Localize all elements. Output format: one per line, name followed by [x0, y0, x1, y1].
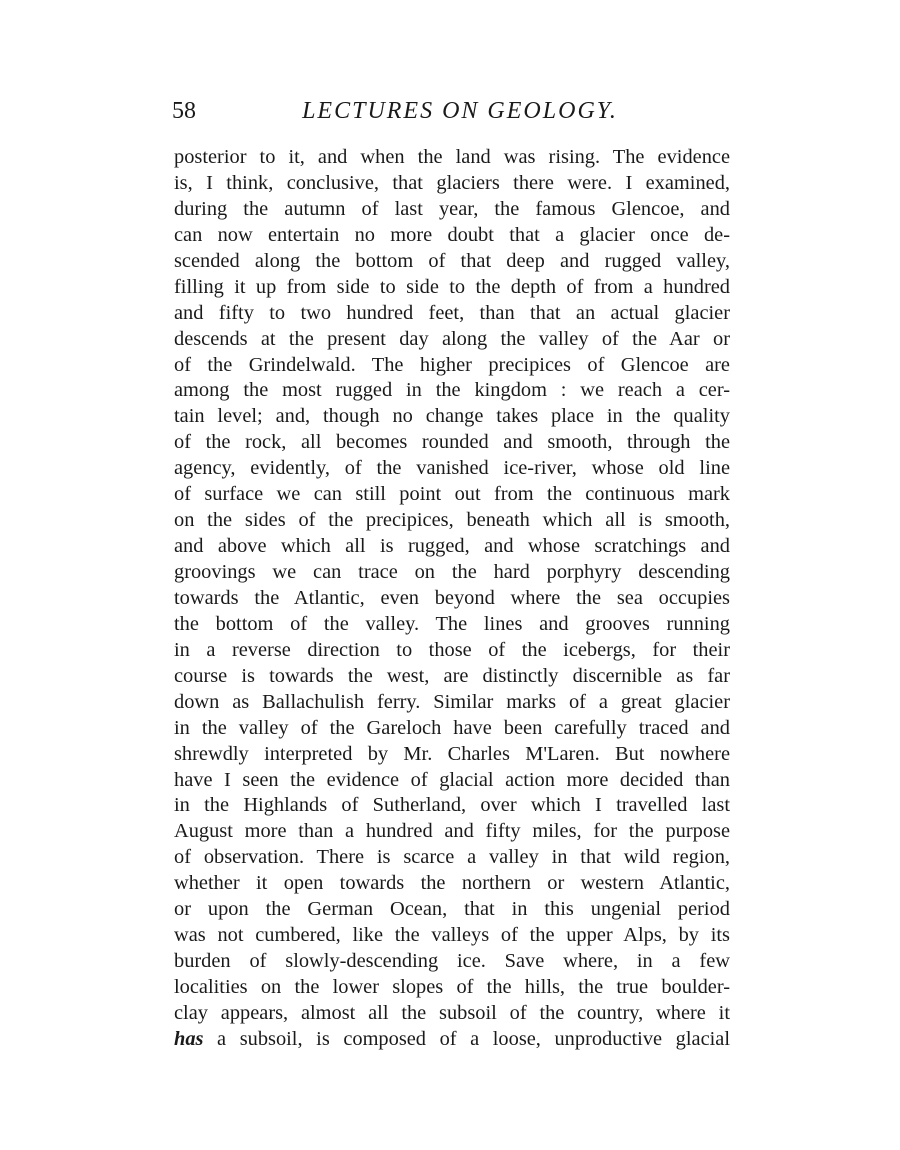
- text-line: is, I think, conclusive, that glaciers there were. I examined,: [174, 171, 730, 194]
- text-line: during the autumn of last year, the famous Glencoe, and: [174, 197, 730, 220]
- text-line: clay appears, almost all the subsoil of the country, where it: [174, 1001, 730, 1024]
- text-line: of the rock, all becomes rounded and smooth, through the: [174, 431, 730, 454]
- text-line: of the Grindelwald. The higher precipices of Glencoe are: [174, 353, 730, 376]
- text-line: and fifty to two hundred feet, than that an actual glacier: [174, 301, 730, 324]
- text-line: of surface we can still point out from the continuous mark: [174, 483, 730, 506]
- text-line: the bottom of the valley. The lines and grooves running: [174, 612, 730, 635]
- text-line: groovings we can trace on the hard porphyry descending: [174, 561, 730, 583]
- text-line: whether it open towards the northern or western Atlantic,: [174, 872, 730, 895]
- page-header: [172, 96, 728, 130]
- text-line: towards the Atlantic, even beyond where the sea occupies: [174, 586, 730, 609]
- text-line: localities on the lower slopes of the hills, the true boulder-: [174, 976, 730, 998]
- text-line: can now entertain no more doubt that a glacier once de-: [174, 223, 730, 246]
- text-line: agency, evidently, of the vanished ice-river, whose old line: [174, 457, 730, 480]
- text-line: of observation. There is scarce a valley in that wild region,: [174, 846, 730, 869]
- text-line: in the valley of the Gareloch have been carefully traced and: [174, 716, 730, 739]
- text-line: course is towards the west, are distinctly discernible as far: [174, 664, 730, 687]
- last-line-rest: a subsoil, is composed of a loose, unproductive glacial: [203, 1027, 730, 1050]
- text-line: tain level; and, though no change takes place in the quality: [174, 405, 730, 428]
- text-line: down as Ballachulish ferry. Similar marks of a great glacier: [174, 690, 730, 713]
- text-line: among the most rugged in the kingdom : we reach a cer-: [174, 379, 730, 402]
- text-line: filling it up from side to side to the depth of from a hundred: [174, 275, 730, 298]
- text-line: August more than a hundred and fifty miles, for the purpose: [174, 820, 730, 843]
- text-line: burden of slowly-descending ice. Save where, in a few: [174, 950, 730, 973]
- page-number: 58: [172, 98, 196, 124]
- text-line-last: [174, 1027, 730, 1053]
- italic-word: has: [174, 1027, 204, 1050]
- text-line: descends at the present day along the valley of the Aar or: [174, 327, 730, 350]
- text-line: and above which all is rugged, and whose scratchings and: [174, 535, 730, 558]
- text-line: have I seen the evidence of glacial action more decided than: [174, 768, 730, 791]
- text-line: was not cumbered, like the valleys of the upper Alps, by its: [174, 924, 730, 947]
- text-line: in the Highlands of Sutherland, over which I travelled last: [174, 794, 730, 817]
- text-line: scended along the bottom of that deep and rugged valley,: [174, 249, 730, 272]
- body-text: [174, 145, 730, 1053]
- text-line: posterior to it, and when the land was rising. The evidence: [174, 146, 730, 168]
- text-line: in a reverse direction to those of the icebergs, for their: [174, 638, 730, 661]
- text-line: on the sides of the precipices, beneath which all is smooth,: [174, 509, 730, 532]
- text-line: or upon the German Ocean, that in this ungenial period: [174, 898, 730, 921]
- text-line: shrewdly interpreted by Mr. Charles M'Laren. But nowhere: [174, 742, 730, 765]
- running-head: LECTURES ON GEOLOGY.: [302, 98, 618, 124]
